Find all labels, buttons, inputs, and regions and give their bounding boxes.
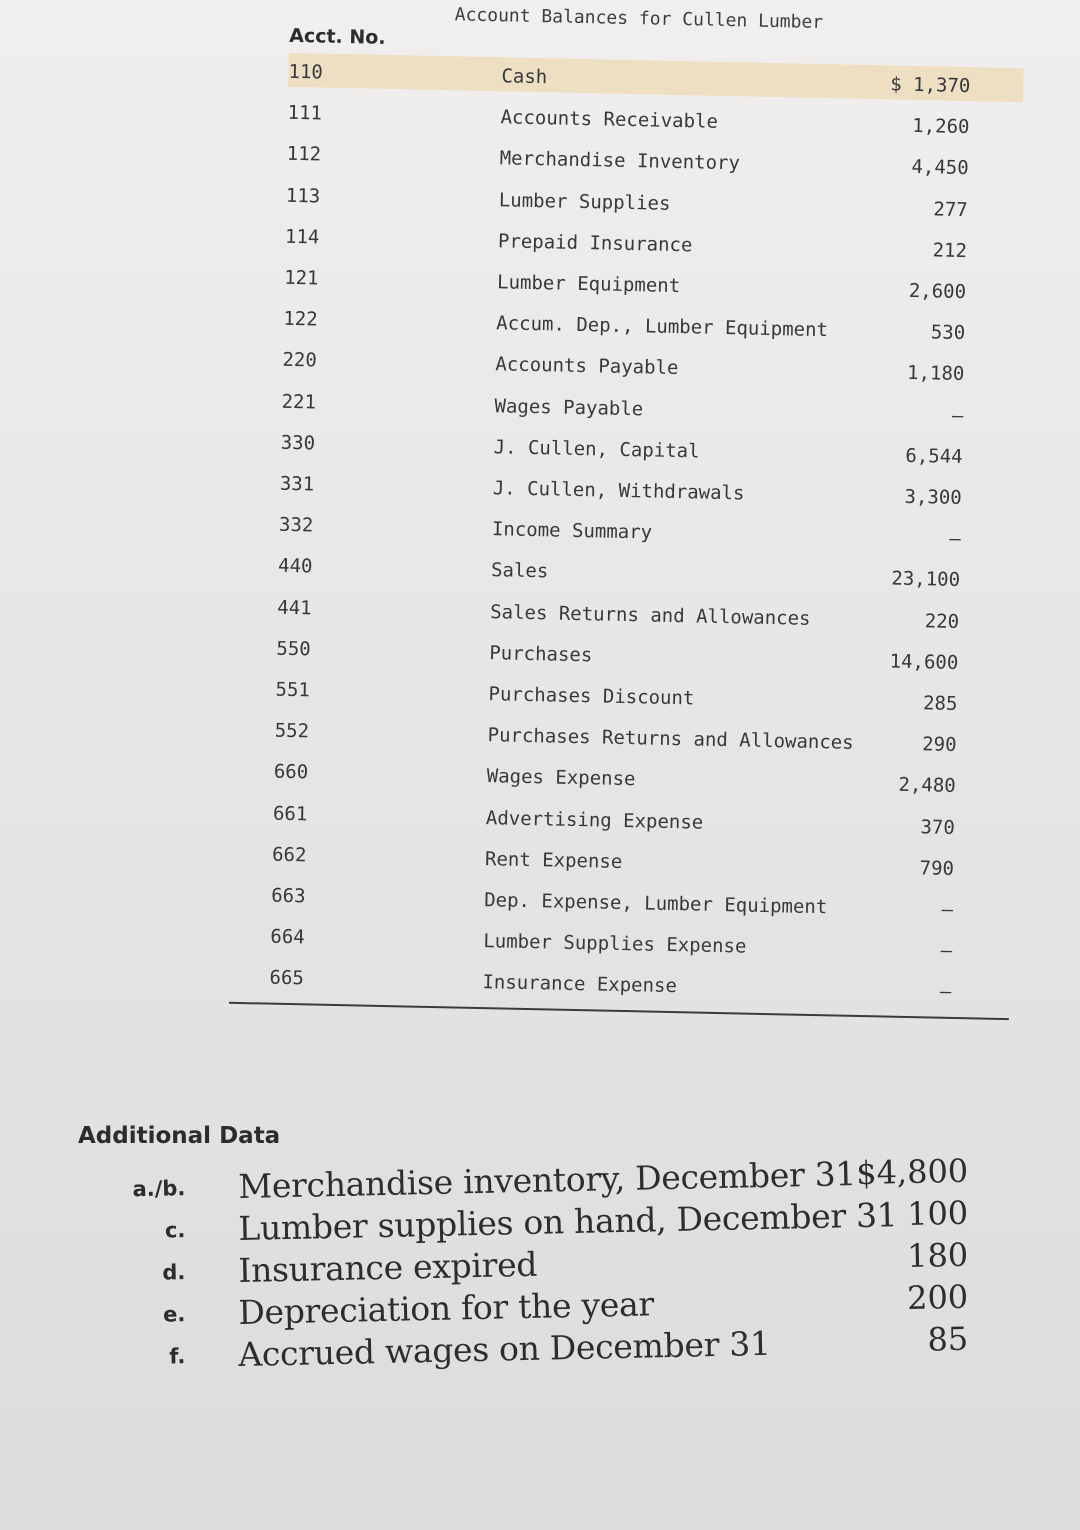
account-balance: 4,450 — [911, 156, 969, 180]
account-number: 661 — [272, 802, 308, 825]
account-balance: 23,100 — [891, 567, 961, 592]
account-balance: 277 — [933, 197, 968, 221]
account-number: 662 — [271, 843, 307, 867]
account-number: 664 — [270, 925, 305, 949]
account-name: J. Cullen, Withdrawals — [492, 477, 745, 505]
adjustment-letter: a./b. — [132, 1176, 186, 1202]
account-balance: 1,260 — [912, 115, 970, 139]
account-balance: — — [940, 939, 953, 963]
account-name: Sales Returns and Allowances — [490, 600, 811, 630]
account-balance: — — [941, 898, 954, 921]
account-balance: — — [949, 527, 962, 551]
account-number: 660 — [273, 761, 309, 784]
adjustment-letter: c. — [164, 1218, 186, 1243]
account-balance: 290 — [921, 733, 957, 757]
account-name: Purchases Discount — [488, 683, 695, 710]
adjustment-amount: 180 — [906, 1235, 969, 1275]
account-balance: 1,180 — [906, 362, 965, 386]
adjustment-description: Insurance expired — [237, 1244, 538, 1291]
adjustment-description: Accrued wages on December 31 — [237, 1323, 772, 1375]
account-number: 441 — [277, 596, 312, 620]
account-name: Merchandise Inventory — [499, 147, 741, 175]
account-number: 220 — [282, 349, 318, 372]
account-balance: 285 — [922, 692, 958, 715]
account-number: 550 — [276, 637, 311, 661]
adjustment-letter: d. — [162, 1260, 186, 1285]
account-name: Advertising Expense — [485, 806, 704, 834]
account-balances-table — [228, 0, 1049, 1047]
account-number: 111 — [287, 102, 323, 125]
account-name: J. Cullen, Capital — [493, 436, 700, 463]
adjustment-amount: $4,800 — [855, 1151, 969, 1193]
account-balance: 212 — [932, 239, 968, 262]
account-name: Sales — [490, 559, 549, 583]
account-balance: 790 — [919, 857, 955, 880]
account-number: 332 — [278, 513, 314, 537]
adjustment-description: Merchandise inventory, December 31 — [237, 1154, 857, 1207]
account-number: 551 — [275, 678, 311, 702]
account-balance: 14,600 — [889, 650, 959, 674]
account-name: Rent Expense — [484, 847, 623, 873]
adjustment-letter: e. — [162, 1302, 186, 1327]
acct-no-header: Acct. No. — [289, 24, 386, 49]
account-balance: $ 1,370 — [890, 73, 971, 98]
account-number: 113 — [285, 184, 321, 208]
account-balance: 2,600 — [908, 279, 967, 304]
table-title: Account Balances for Cullen Lumber — [454, 4, 824, 34]
account-number: 552 — [274, 719, 310, 743]
account-name: Wages Payable — [494, 394, 644, 420]
account-number: 110 — [288, 60, 324, 84]
adjustment-description: Lumber supplies on hand, December 31 — [237, 1195, 898, 1249]
account-balance: 2,480 — [898, 774, 956, 798]
account-number: 665 — [269, 967, 305, 990]
account-number: 440 — [277, 555, 313, 578]
account-name: Purchases Returns and Allowances — [487, 724, 854, 754]
account-name: Prepaid Insurance — [497, 230, 693, 257]
account-name: Income Summary — [491, 518, 653, 544]
account-name: Accum. Dep., Lumber Equipment — [496, 312, 829, 342]
account-number: 122 — [283, 307, 318, 331]
account-balance: — — [951, 404, 964, 427]
account-name: Lumber Supplies Expense — [483, 930, 747, 958]
account-name: Dep. Expense, Lumber Equipment — [483, 889, 828, 919]
account-balance: — — [939, 981, 952, 1004]
account-name: Purchases — [489, 641, 593, 667]
account-number: 330 — [280, 431, 316, 455]
account-number: 663 — [271, 884, 306, 908]
account-balance: 220 — [924, 609, 960, 633]
account-balance: 6,544 — [905, 444, 963, 468]
account-name: Cash — [501, 65, 548, 89]
account-balance: 530 — [930, 321, 966, 345]
adjustment-letter: f. — [169, 1344, 186, 1369]
account-name: Wages Expense — [486, 765, 636, 791]
additional-data-heading: Additional Data — [78, 1123, 281, 1149]
account-name: Insurance Expense — [482, 971, 678, 998]
account-name: Lumber Equipment — [496, 271, 681, 298]
adjustment-description: Depreciation for the year — [237, 1284, 655, 1333]
adjustment-amount: 85 — [927, 1319, 969, 1359]
adjustment-amount: 100 — [906, 1193, 969, 1233]
account-name: Accounts Receivable — [500, 106, 719, 134]
adjustment-amount: 200 — [906, 1277, 969, 1317]
account-name: Accounts Payable — [495, 353, 679, 380]
account-balance: 3,300 — [904, 485, 962, 510]
account-number: 331 — [279, 472, 315, 496]
account-number: 112 — [286, 143, 322, 166]
account-number: 114 — [284, 225, 320, 249]
account-number: 121 — [283, 266, 319, 290]
account-balance: 370 — [920, 815, 956, 839]
account-number: 221 — [281, 390, 317, 414]
account-name: Lumber Supplies — [498, 188, 671, 215]
